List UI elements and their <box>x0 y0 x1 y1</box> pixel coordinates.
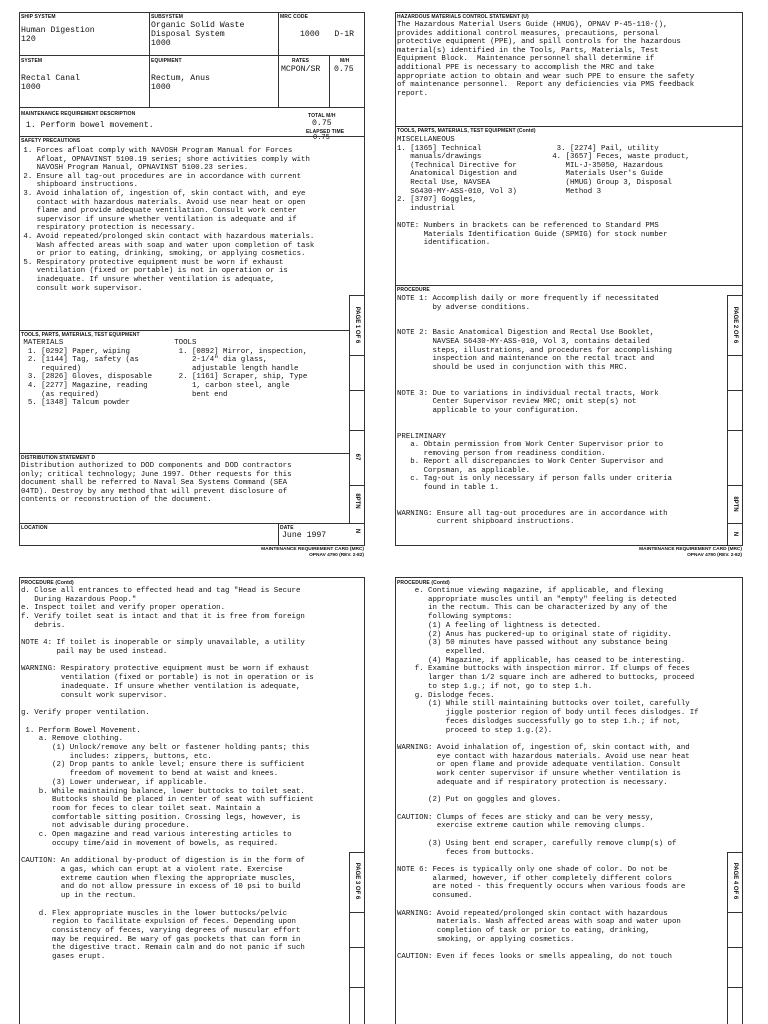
side-n: N <box>732 531 738 537</box>
mh-value: 0.75 <box>334 65 354 74</box>
side-code: 8PTN <box>732 496 738 512</box>
elapsed-time-label: ELAPSED TIME <box>306 129 345 135</box>
rates-value: MCPON/SR <box>281 65 321 74</box>
mh-label: M/H <box>340 58 350 64</box>
mrc-page-3 <box>16 577 374 1024</box>
procedure-text: NOTE 1: Accomplish daily or more frequently if necessitated by adverse conditions. NOTE 2: Basic Anatomical Digestion and Rectal Use Booklet, NAVSEA S6430-MY-ASS-010, Vol 3, contains detailed steps, illustrations, and procedures for accomplishing inspection and maintenance on the rectal tract and should be used in conjunction with this MRC. NOTE 3: Due to variations in individual rectal tracts, Work Center Supervisor review MRC; omit step(s) not applicable to your configuration. PRELIMINARY a. Obtain permission from Work Center Supervisor prior to removing person from readiness condition. b. Report all discrepancies to Work Center Supervisor and Corpsman, as applicable. c. Tag-out is only necessary if person falls under criteria found in table 1. WARNING: Ensure all tag-out procedures are in accordance with current shipboard instructions. <box>397 295 672 527</box>
side-n: N <box>354 528 360 534</box>
hm-label: HAZARDOUS MATERIALS CONTROL STATEMENT (U) <box>397 14 529 20</box>
procedure-label: PROCEDURE <box>397 287 430 293</box>
distribution-text: Distribution authorized to DOD components and DOD contractors only; critical technology; June 1997. Other requests for this document shall be referred to Naval Sea Systems Command (SEA 04TD). Destroy by any method that will prevent disclosure of contents or reconstruction of the document. <box>21 462 292 505</box>
footer: MAINTENANCE REQUIREMENT CARD (MRC) OPNAV 4790 (REV. 2-82) <box>639 547 742 558</box>
side-number: 67 <box>354 453 360 461</box>
hm-text: The Hazardous Material Users Guide (HMUG), OPNAV P-45-110-(), provides additional control measures, precautions, personal protective equipment (PPE), and spill controls for the hazardous material(s) identified in the Tools, Parts, Materials, Test Equipment Block. Maintenance personnel shall determine if additional PPE is necessary to accomplish the MRC and take appropriate action to obtain and wear such PPE to ensure the safety of maintenance personnel. Report any deficiencies via PMS feedback report. <box>397 21 695 98</box>
mrc-page-1 <box>16 10 374 570</box>
elapsed-time-value: 0.75 <box>313 134 330 142</box>
procedure-contd-label: PROCEDURE (Contd) <box>21 580 74 586</box>
tools-text: MATERIALS TOOLS 1. [0292] Paper, wiping 1. [0892] Mirror, inspection, 2. [1144] Tag, safety (as 2-1/4" dia glass, required) adjustable length handle 3. [2826] Gloves, disposable 2. [1161] Scraper, ship, Type 4. [2277] Magazine, reading 1, carbon steel, angle (as required) bent end 5. [1348] Talcum powder <box>23 339 308 408</box>
procedure-contd-label: PROCEDURE (Contd) <box>397 580 450 586</box>
safety-label: SAFETY PRECAUTIONS <box>21 138 81 144</box>
total-mh-label: TOTAL M/H <box>308 113 336 119</box>
footer: MAINTENANCE REQUIREMENT CARD (MRC) OPNAV 4790 (REV. 2-82) <box>261 547 364 558</box>
rates-label: RATES <box>292 58 310 64</box>
system-label: SYSTEM <box>21 58 43 64</box>
mrc-page-4 <box>394 577 756 1024</box>
mrc-page-2 <box>394 10 756 570</box>
page-indicator: PAGE 3 OF 6 <box>354 862 360 900</box>
total-mh-value: 0.75 <box>312 119 332 128</box>
location-label: LOCATION <box>21 525 48 531</box>
page-indicator: PAGE 4 OF 6 <box>732 862 738 900</box>
mrc-code-value: 1000 D-1R <box>300 30 355 39</box>
mrc-code-label: MRC CODE <box>280 14 309 20</box>
page-indicator: PAGE 1 OF 6 <box>354 306 360 344</box>
tools-contd-label: TOOLS, PARTS, MATERIALS, TEST EQUIPMENT (Contd) <box>397 128 536 134</box>
page-indicator: PAGE 2 OF 6 <box>732 306 738 344</box>
date-label: DATE <box>280 525 294 531</box>
mrd-value: 1. Perform bowel movement. <box>21 121 154 130</box>
equipment-label: EQUIPMENT <box>151 58 182 64</box>
side-code: 8PTN <box>354 493 360 509</box>
system-value: Rectal Canal 1000 <box>21 74 80 92</box>
ship-system-value: Human Digestion 120 <box>21 26 95 44</box>
equipment-value: Rectum, Anus 1000 <box>151 74 210 92</box>
tools-label: TOOLS, PARTS, MATERIALS, TEST EQUIPMENT <box>21 332 140 338</box>
mrd-label: MAINTENANCE REQUIREMENT DESCRIPTION <box>21 111 136 117</box>
safety-precautions-text: 1. Forces afloat comply with NAVOSH Program Manual for Forces Afloat, OPNAVINST 5100.19 series; shore activities comply with NAVOSH Program Manual, OPNAVINST 5100.23 series. 2. Ensure all tag-out procedures are in accordance with current shipboard instructions. 3. Avoid inhalation of, ingestion of, skin contact with, and eye contact with hazardous materials. Avoid use near heat or open flame and provide adequate ventilation. Consult work center supervisor if unsure whether ventilation is adequate and if respiratory protection is necessary. 4. Avoid repeated/prolonged skin contact with hazardous materials. Wash affected areas with soap and water upon completion of task or prior to eating, drinking, smoking, or applying cosmetics. 5. Respiratory protective equipment must be worn if exhaust ventilation (fixed or portable) is not in operation or is inadequate. If unsure whether ventilation is adequate, consult work supervisor. <box>23 147 315 293</box>
date-value: June 1997 <box>282 531 327 540</box>
subsystem-value: Organic Solid Waste Disposal System 1000 <box>151 21 245 48</box>
distribution-label: DISTRIBUTION STATEMENT D <box>21 455 96 461</box>
ship-system-label: SHIP SYSTEM <box>21 14 56 20</box>
subsystem-label: SUBSYSTEM <box>151 14 184 20</box>
tools-contd-text: MISCELLANEOUS 1. [1365] Technical 3. [2274] Pail, utility manuals/drawings 4. [3657] Feces, waste product, (Technical Directive for MIL-J-35050, Hazardous Anatomical Digestion and Materials User's Guide Rectal Use, NAVSEA (HMUG) Group 3, Disposal S6430-MY-ASS-010, Vol 3) Method 3 2. [3707] Goggles, industrial NOTE: Numbers in brackets can be referenced to Standard PMS Materials Identification Guide (SPMIG) for stock number identification. <box>397 136 690 248</box>
procedure-contd-text: e. Continue viewing magazine, if applicable, and flexing appropriate muscles until an "empty" feeling is detected in the rectum. This can be characterized by any of the following symptoms: (1) A feeling of lightness is detected. (2) Anus has puckered-up to original state of rigidity. (3) 50 minutes have passed without any substance being expelled. (4) Magazine, if applicable, has ceased to be interesting. f. Examine buttocks with inspection mirror. If clumps of feces larger than 1/2 square inch are adhered to buttocks, proceed to step 1.g.; if not, go to step 1.h. g. Dislodge feces. (1) While still maintaining buttocks over toilet, carefully jiggle posterior region of body until feces dislodges. If feces dislodges successfully go to step 1.h.; if not, proceed to step 1.g.(2). WARNING: Avoid inhalation of, ingestion of, skin contact with, and eye contact with hazardous materials. Avoid use near heat or open flame and provide adequate ventilation. Consult work center supervisor if unsure whether ventilation is adequate and if respiratory protection is necessary. (2) Put on goggles and gloves. CAUTION: Clumps of feces are sticky and can be very messy, exercise extreme caution while removing clumps. (3) Using bent end scraper, carefully remove clump(s) of feces from buttocks. NOTE 6: Feces is typically only one shade of color. Do not be alarmed, however, if other completely different colors are noted - this frequently occurs when various foods are consumed. WARNING: Avoid repeated/prolonged skin contact with hazardous materials. Wash affected areas with soap and water upon completion of task or prior to eating, drinking, smoking, or applying cosmetics. CAUTION: Even if feces looks or smells appealing, do not touch <box>397 587 699 962</box>
procedure-contd-text: d. Close all entrances to effected head and tag "Head is Secure During Hazardous Poop." e. Inspect toilet and verify proper operation. f. Verify toilet seat is intact and that it is free from foreign debris. NOTE 4: If toilet is inoperable or simply unavailable, a utility pail may be used instead. WARNING: Respiratory protective equipment must be worn if exhaust ventilation (fixed or portable) is not in operation or is inadequate. If unsure whether ventilation is adequate, consult work supervisor. g. Verify proper ventilation. 1. Perform Bowel Movement. a. Remove clothing. (1) Unlock/remove any belt or fastener holding pants; this includes: zippers, buttons, etc. (2) Drop pants to ankle level; ensure there is sufficient freedom of movement to bend at waist and knees. (3) Lower underwear, if applicable. b. While maintaining balance, lower buttocks to toilet seat. Buttocks should be placed in center of seat with sufficient room for feces to clear toilet seat. Maintain a comfortable sitting position. Crossing legs, however, is not advisable during procedure. c. Open magazine and read various interesting articles to occupy time/aid in movement of bowels, as required. CAUTION: An additional by-product of digestion is in the form of a gas, which can erupt at a violent rate. Exercise extreme caution when flexing the appropriate muscles, and do not allow pressure in excess of 10 psi to build up in the rectum. d. Flex appropriate muscles in the lower buttocks/pelvic region to facilitate expulsion of feces. Depending upon consistency of feces, varying degrees of muscular effort may be required. Be wary of gas pockets that can form in the digestive tract. Remain calm and do not panic if such gases erupt. <box>21 587 314 962</box>
